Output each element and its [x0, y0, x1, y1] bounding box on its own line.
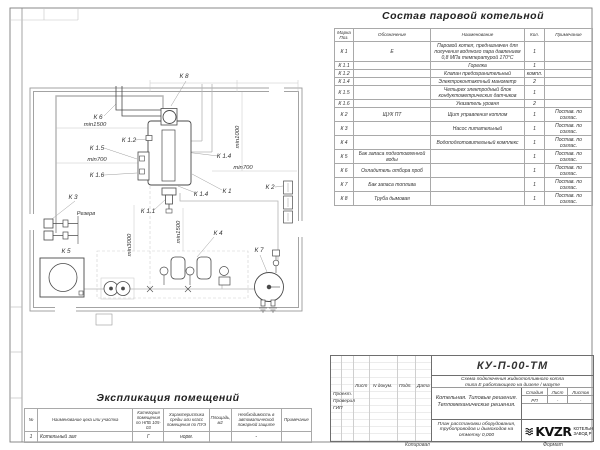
- company-logo: [522, 420, 593, 442]
- cell-qty: 1: [525, 178, 545, 192]
- cell-note: Постав. по соглас.: [545, 178, 593, 192]
- table-row: [25, 431, 312, 442]
- cell-note: Постав. по соглас.: [545, 108, 593, 122]
- cell-qty: 1: [525, 136, 545, 150]
- column-header: Марка Поз.: [335, 29, 354, 42]
- cell-note: Постав. по соглас.: [545, 122, 593, 136]
- signature-header-row: [331, 383, 431, 391]
- table-row: [335, 78, 593, 86]
- cell-mark: К 7: [335, 178, 354, 192]
- table-row: [335, 136, 593, 150]
- cell-name: Паровой котел, предназначен для получения водяного пара давлением 0,8 МПа температурой 170°С: [431, 42, 525, 62]
- plan-label-k7: К 7: [254, 247, 264, 254]
- explication-header-row: [25, 409, 312, 432]
- stage-grid: [522, 388, 593, 419]
- plan-label-k1-2: К 1.2: [121, 137, 137, 144]
- sheets-value: -: [568, 396, 593, 404]
- fuel-pumps: [104, 282, 130, 296]
- column-header: Кол.: [525, 29, 545, 42]
- cell-mark: К 5: [335, 150, 354, 164]
- kvzr-logo-text: KVZR: [535, 423, 572, 439]
- header-sign: Подп.: [399, 384, 412, 389]
- stage-label: Стадия: [522, 388, 548, 396]
- column-header: Наименование цеха или участка: [38, 409, 133, 432]
- cell-fire: -: [231, 431, 281, 442]
- cell-mark: К 3: [335, 122, 354, 136]
- cell-name: Щит управления котлом: [431, 108, 525, 122]
- cell-name: Указатель уровня: [431, 100, 525, 108]
- cell-note: [545, 100, 593, 108]
- cell-mark: К 1: [335, 42, 354, 62]
- cell-mark: К 8: [335, 192, 354, 206]
- cell-qty: 1: [525, 108, 545, 122]
- stage-value: РП: [522, 396, 548, 404]
- composition-table: [334, 28, 593, 206]
- cell-designation: [354, 62, 431, 70]
- plan-label-k1-4-right: К 1.4: [216, 153, 232, 160]
- header-date: Дата: [417, 384, 430, 389]
- cell-note: [545, 78, 593, 86]
- table-row: [335, 192, 593, 206]
- kvzr-wave-icon: [525, 425, 533, 438]
- cell-note: [281, 431, 311, 442]
- cell-designation: Охладитель отбора проб: [354, 164, 431, 178]
- title-block-main: [432, 356, 593, 441]
- logo-caption-line1: КОТЕЛЬН: [573, 426, 593, 431]
- cell-name: [431, 192, 525, 206]
- cell-designation: Бак запаса подготовленной воды: [354, 150, 431, 164]
- cell-area: [209, 431, 231, 442]
- plan-label-k8: К 8: [179, 73, 189, 80]
- cell-mark: К 1.1: [335, 62, 354, 70]
- composition-header-row: [335, 29, 593, 42]
- dimension-min1500-topleft: min1500: [83, 122, 107, 128]
- cell-mark: К 2: [335, 108, 354, 122]
- cell-qty: компл.: [525, 70, 545, 78]
- exterior-pad: [96, 314, 112, 325]
- composition-table-title: Состав паровой котельной: [381, 10, 544, 22]
- cell-designation: [354, 100, 431, 108]
- cell-designation: [354, 70, 431, 78]
- cell-name: [431, 164, 525, 178]
- table-row: [335, 62, 593, 70]
- cell-note: Постав. по соглас.: [545, 150, 593, 164]
- cell-note: [545, 70, 593, 78]
- title-block: [330, 355, 594, 442]
- dimension-min1000-vertical: min1000: [235, 125, 241, 149]
- fuel-tank-k7: [255, 250, 284, 312]
- role-gip: ГИП: [333, 406, 343, 411]
- cell-qty: 1: [525, 122, 545, 136]
- kvzr-logo-caption: [573, 426, 593, 436]
- plan-label-k1: К 1: [222, 188, 232, 195]
- feed-pumps-k3: [44, 216, 78, 244]
- cell-mark: К 1.2: [335, 70, 354, 78]
- cell-category: Г: [133, 431, 164, 442]
- logo-caption-line2: ЗАВОД Р: [573, 431, 592, 436]
- plan-label-k5: К 5: [61, 248, 71, 255]
- table-row: [335, 178, 593, 192]
- plan-label-k2: К 2: [265, 184, 275, 191]
- title-block-bottom: [432, 419, 593, 442]
- dimension-min3000-vertical: min3000: [127, 233, 133, 257]
- cell-mark: К 1.4: [335, 78, 354, 86]
- cell-note: [545, 42, 593, 62]
- cell-designation: ЩУК ПТ: [354, 108, 431, 122]
- cell-name: Горелка: [431, 62, 525, 70]
- plan-label-k3: К 3: [68, 194, 78, 201]
- table-row: [335, 108, 593, 122]
- cell-name: Водоподготовительный комплекс: [431, 136, 525, 150]
- format-label: Формат: [543, 442, 563, 448]
- column-header: Наименование: [431, 29, 525, 42]
- column-header: Категория помещения по НПБ 105-03: [133, 409, 164, 432]
- cell-qty: 1: [525, 164, 545, 178]
- water-tank-k5: [40, 258, 84, 297]
- role-designed: Проект.: [333, 392, 353, 397]
- table-row: [335, 70, 593, 78]
- cell-name: Четырех электродный блок кондуктометрических датчиков: [431, 86, 525, 100]
- explication-table: [24, 408, 312, 443]
- dimension-min700-right: min700: [233, 165, 253, 171]
- cell-designation: Труба дымовая: [354, 192, 431, 206]
- cell-designation: [354, 78, 431, 86]
- column-header: Обозначение: [354, 29, 431, 42]
- cell-designation: Е: [354, 42, 431, 62]
- cell-qty: 1: [525, 192, 545, 206]
- plan-label-k1-6: К 1.6: [89, 172, 105, 179]
- cell-environment: норм.: [164, 431, 209, 442]
- cell-designation: [354, 122, 431, 136]
- dimension-min700-left: min700: [87, 157, 107, 163]
- plan-label-reserve: Резерв: [76, 211, 96, 217]
- org-line2: Тепломеханические решения.: [437, 402, 516, 408]
- scheme-title: [432, 376, 593, 388]
- boiler-k1: [146, 109, 191, 186]
- cell-qty: 2: [525, 78, 545, 86]
- table-row: [335, 86, 593, 100]
- cell-qty: 1: [525, 150, 545, 164]
- column-header: Характеристика среды или класс помещения по ПУЭ: [164, 409, 209, 432]
- cell-note: Постав. по соглас.: [545, 192, 593, 206]
- table-row: [335, 100, 593, 108]
- plan-label-k1-1: К 1.1: [140, 208, 156, 215]
- flue-duct-k8: [116, 86, 161, 116]
- drawing-title: План расстановки оборудования, трубопроводов и дымоходов на отметку 0,000: [432, 420, 522, 442]
- cell-mark: К 1.6: [335, 100, 354, 108]
- cell-name: Насос питательный: [431, 122, 525, 136]
- cell-note: [545, 62, 593, 70]
- header-doc: N докум.: [373, 384, 393, 389]
- plan-label-k1-5: К 1.5: [89, 145, 105, 152]
- table-row: [335, 42, 593, 62]
- cell-note: [545, 86, 593, 100]
- document-number: КУ-П-00-ТМ: [432, 356, 593, 376]
- cell-room-name: Котельный зал: [38, 431, 133, 442]
- cell-qty: 1: [525, 86, 545, 100]
- sheet-label: Лист: [548, 388, 568, 396]
- table-row: [335, 150, 593, 164]
- cell-mark: К 4: [335, 136, 354, 150]
- role-checked: Проверил: [333, 399, 355, 404]
- title-block-signatures: [331, 356, 432, 441]
- scheme-title-line2: типа Е работающего на дизеле / мазуте: [465, 382, 560, 388]
- cell-mark: К 6: [335, 164, 354, 178]
- cell-name: [431, 150, 525, 164]
- cell-qty: 1: [525, 42, 545, 62]
- sensor-block: [138, 152, 149, 180]
- cell-name: Электроконтактный манометр: [431, 78, 525, 86]
- explication-table-title: Экспликация помещений: [96, 392, 240, 404]
- column-header: №: [25, 409, 38, 432]
- sheets-label: Листов: [568, 388, 593, 396]
- cell-qty: 2: [525, 100, 545, 108]
- plan-label-k6: К 6: [93, 114, 103, 121]
- sheet-value: -: [548, 396, 568, 404]
- copied-label: Копировал: [405, 442, 430, 448]
- column-header: Площадь, м2: [209, 409, 231, 432]
- column-header: Примечание: [545, 29, 593, 42]
- plan-label-k4: К 4: [213, 230, 223, 237]
- cell-name: [431, 178, 525, 192]
- cell-designation: Бак запаса топлива: [354, 178, 431, 192]
- scheme-title-line1: Схема подключения жидкотопливного котла: [461, 377, 564, 382]
- control-panels-k2: [284, 181, 293, 223]
- table-row: [335, 122, 593, 136]
- cell-note: Постав. по соглас.: [545, 136, 593, 150]
- water-treatment-k4: [147, 257, 230, 292]
- table-row: [335, 164, 593, 178]
- cell-designation: [354, 136, 431, 150]
- cell-name: Клапан предохранительный: [431, 70, 525, 78]
- column-header: Необходимость в автоматической пожарной защите: [231, 409, 281, 432]
- cell-note: Постав. по соглас.: [545, 164, 593, 178]
- dimension-min1500-vertical: min1500: [176, 220, 182, 244]
- header-sheet: Лист: [355, 384, 368, 389]
- cell-qty: 1: [525, 62, 545, 70]
- org-line1: Котельная. Типовые решения.: [435, 395, 518, 401]
- org-solution: [432, 388, 522, 419]
- plan-label-k1-4-bottom: К 1.4: [193, 191, 209, 198]
- cell-mark: К 1.5: [335, 86, 354, 100]
- column-header: Примечание: [281, 409, 311, 432]
- cell-num: 1: [25, 431, 38, 442]
- cell-designation: [354, 86, 431, 100]
